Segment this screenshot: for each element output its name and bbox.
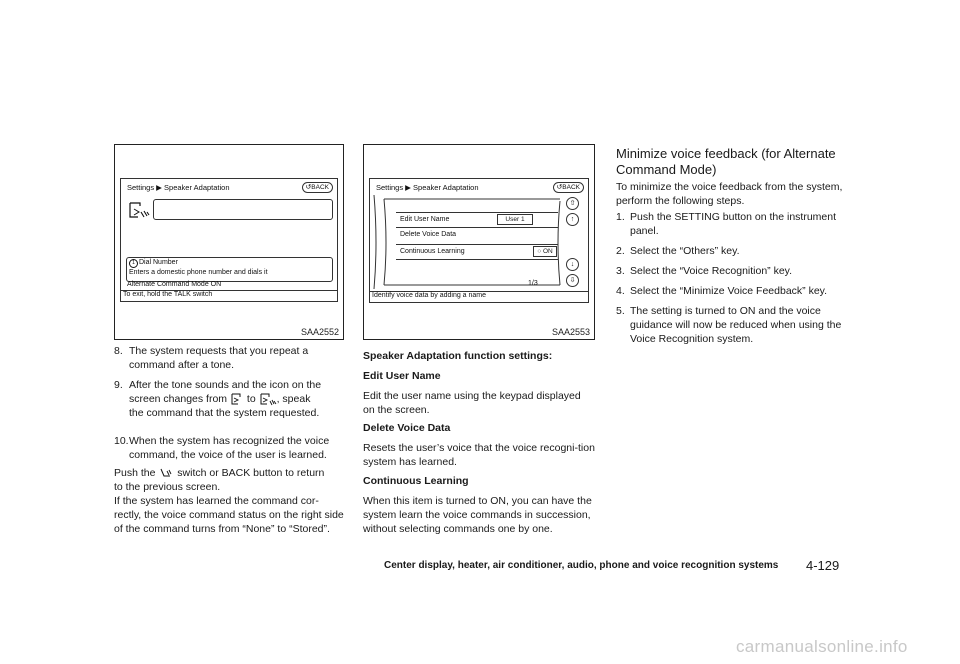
edit-user-name-heading: Edit User Name (363, 370, 441, 382)
scroll-bottom-icon[interactable]: ⇩ (566, 274, 579, 287)
talk-switch-icon (158, 467, 174, 479)
hint-text: Identify voice data by adding a name (372, 292, 487, 299)
scroll-top-icon[interactable]: ⇧ (566, 197, 579, 210)
voice-speaking-icon (259, 393, 277, 406)
scroll-up-icon[interactable]: ↑ (566, 213, 579, 226)
user-name-value: User 1 (497, 214, 533, 225)
continuous-learning-heading: Continuous Learning (363, 475, 469, 487)
exit-hint: To exit, hold the TALK switch (123, 291, 213, 298)
breadcrumb: Settings ▶ Speaker Adaptation (376, 183, 479, 192)
figure-speaker-adaptation-recording (114, 144, 344, 340)
learned-status-text: If the system has learned the command cor-rectly, the voice command status on the right side of the command turns from “None” to “Stored”. (114, 495, 344, 535)
figure-caption: SAA2553 (551, 327, 590, 337)
edit-user-name-text: Edit the user name using the keypad displayed on the screen. (363, 390, 581, 416)
voice-prompt-icon (230, 393, 244, 406)
menu-item-continuous-learning[interactable]: Continuous Learning (396, 244, 558, 260)
display-screen (120, 178, 338, 302)
push-back-instruction: Push the switch or BACK button to return to the previous screen. (114, 467, 325, 493)
step-9: 9. After the tone sounds and the icon on the screen changes from to , speak the command that the system requested. (114, 379, 322, 419)
voice-level-field (153, 199, 333, 220)
page-indicator: 1/3 (528, 280, 538, 287)
back-button[interactable]: ↺BACK (302, 182, 333, 193)
back-arrow-icon: ↺ (556, 184, 563, 191)
section-title: Minimize voice feedback (for Alternate Command Mode) (616, 146, 836, 177)
command-name: Dial Number (139, 259, 178, 266)
menu-item-edit-user-name[interactable]: Edit User Name (396, 212, 558, 228)
continuous-learning-toggle[interactable]: ○ ON (533, 246, 557, 257)
command-info-box (126, 257, 333, 282)
figure-caption: SAA2552 (300, 327, 339, 337)
toggle-indicator-icon: ○ (537, 248, 542, 255)
delete-voice-data-heading: Delete Voice Data (363, 422, 451, 434)
footer-section-name: Center display, heater, air conditioner, audio, phone and voice recognition systems (384, 560, 779, 571)
settings-heading: Speaker Adaptation function settings: (363, 350, 553, 362)
back-arrow-icon: ↺ (305, 184, 312, 191)
info-icon: 1 (129, 259, 138, 268)
intro-text: To minimize the voice feedback from the system, perform the following steps. (616, 181, 843, 207)
menu-item-delete-voice-data[interactable]: Delete Voice Data (400, 231, 457, 238)
alternate-mode-status: Alternate Command Mode ON (127, 281, 222, 288)
menu-frame (370, 193, 588, 293)
page-number: 4-129 (806, 558, 840, 573)
scroll-down-icon[interactable]: ↓ (566, 258, 579, 271)
figure-speaker-adaptation-settings (363, 144, 595, 340)
command-description: Enters a domestic phone number and dials it (129, 269, 268, 276)
voice-recording-icon (127, 200, 151, 222)
continuous-learning-text: When this item is turned to ON, you can have the system learn the voice commands in succession, without selecting commands one by one. (363, 495, 592, 535)
delete-voice-data-text: Resets the user’s voice that the voice recogni-tion system has learned. (363, 442, 595, 468)
watermark: carmanualsonline.info (736, 637, 908, 656)
back-button[interactable]: ↺BACK (553, 182, 584, 193)
breadcrumb: Settings ▶ Speaker Adaptation (127, 183, 230, 192)
display-screen (369, 178, 589, 303)
